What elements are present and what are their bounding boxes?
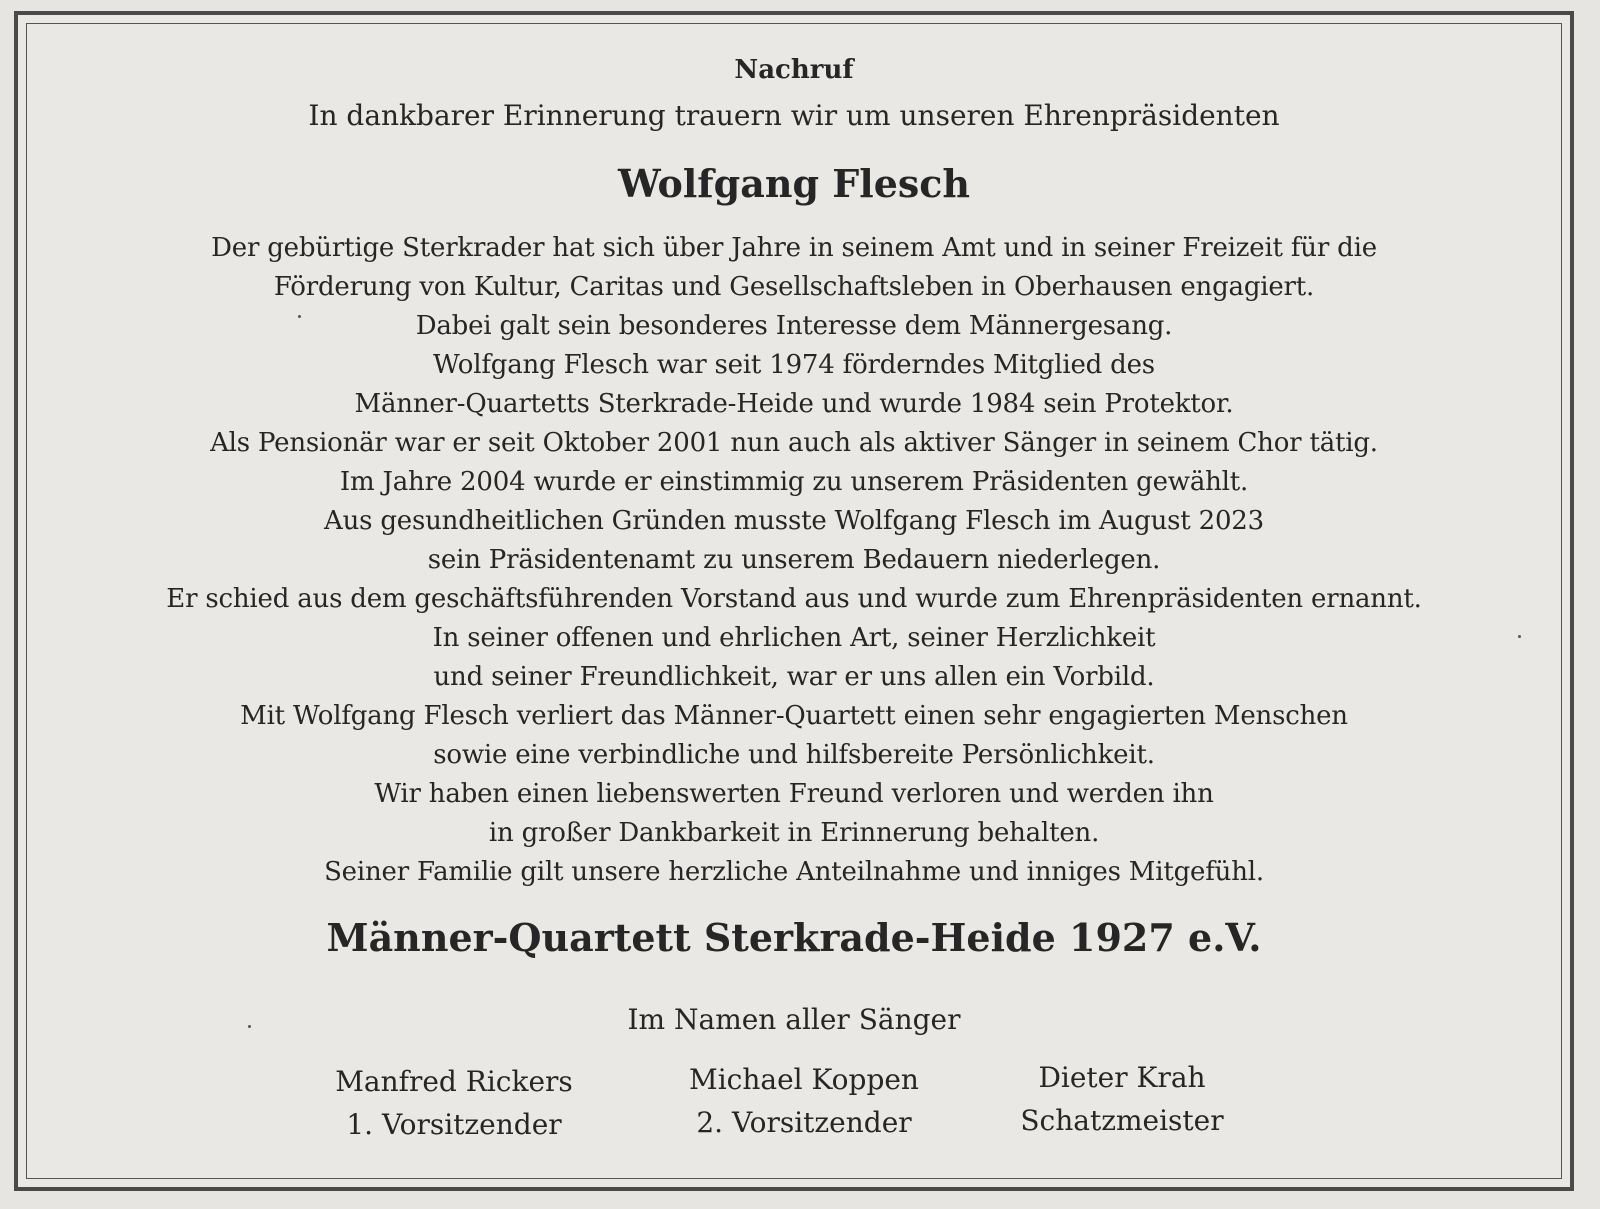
body-line-5: Männer-Quartetts Sterkrade-Heide und wurde 1984 sein Protektor. — [354, 389, 1234, 419]
obituary-heading: Nachruf — [734, 55, 854, 85]
signer-name: Dieter Krah — [1038, 1061, 1206, 1094]
signer-3 — [952, 1061, 1292, 1137]
print-speck — [298, 315, 301, 318]
body-line-11: In seiner offenen und ehrlichen Art, seiner Herzlichkeit — [432, 623, 1156, 653]
body-line-1: Der gebürtige Sterkrader hat sich über Jahre in seinem Amt und in seiner Freizeit für die — [211, 233, 1377, 263]
body-line-7: Im Jahre 2004 wurde er einstimmig zu unserem Präsidenten gewählt. — [339, 467, 1249, 497]
body-line-4: Wolfgang Flesch war seit 1974 förderndes Mitglied des — [433, 350, 1155, 380]
signer-role: Schatzmeister — [1020, 1104, 1224, 1137]
deceased-name: Wolfgang Flesch — [617, 161, 971, 206]
body-line-3: Dabei galt sein besonderes Interesse dem Männergesang. — [415, 311, 1173, 341]
club-name: Männer-Quartett Sterkrade-Heide 1927 e.V. — [326, 915, 1262, 960]
body-line-9: sein Präsidentenamt zu unserem Bedauern niederlegen. — [427, 545, 1161, 575]
signer-role: 2. Vorsitzender — [696, 1106, 912, 1139]
body-line-6: Als Pensionär war er seit Oktober 2001 nun auch als aktiver Sänger in seinem Chor tätig. — [210, 428, 1378, 458]
body-line-17: Seiner Familie gilt unsere herzliche Anteilnahme und inniges Mitgefühl. — [324, 857, 1264, 887]
body-line-13: Mit Wolfgang Flesch verliert das Männer-Quartett einen sehr engagierten Menschen — [240, 701, 1348, 731]
signer-role: 1. Vorsitzender — [346, 1108, 562, 1141]
print-speck — [248, 1025, 251, 1028]
body-line-2: Förderung von Kultur, Caritas und Gesellschaftsleben in Oberhausen engagiert. — [273, 272, 1315, 302]
on-behalf-line: Im Namen aller Sänger — [627, 1003, 961, 1036]
signer-name: Michael Koppen — [689, 1063, 919, 1096]
body-line-14: sowie eine verbindliche und hilfsbereite Persönlichkeit. — [433, 740, 1155, 770]
signer-name: Manfred Rickers — [335, 1065, 573, 1098]
signer-2 — [634, 1063, 974, 1139]
body-line-10: Er schied aus dem geschäftsführenden Vorstand aus und wurde zum Ehrenpräsidenten ernannt. — [166, 584, 1422, 614]
body-line-8: Aus gesundheitlichen Gründen musste Wolfgang Flesch im August 2023 — [324, 506, 1264, 536]
body-line-16: in großer Dankbarkeit in Erinnerung behalten. — [488, 818, 1100, 848]
obituary-content — [18, 15, 1570, 1187]
body-line-12: und seiner Freundlichkeit, war er uns allen ein Vorbild. — [433, 662, 1155, 692]
body-line-15: Wir haben einen liebenswerten Freund verloren und werden ihn — [374, 779, 1214, 809]
signer-1 — [284, 1065, 624, 1141]
print-speck — [1518, 635, 1521, 638]
obituary-frame — [14, 11, 1574, 1191]
obituary-intro: In dankbarer Erinnerung trauern wir um unseren Ehrenpräsidenten — [308, 99, 1280, 132]
